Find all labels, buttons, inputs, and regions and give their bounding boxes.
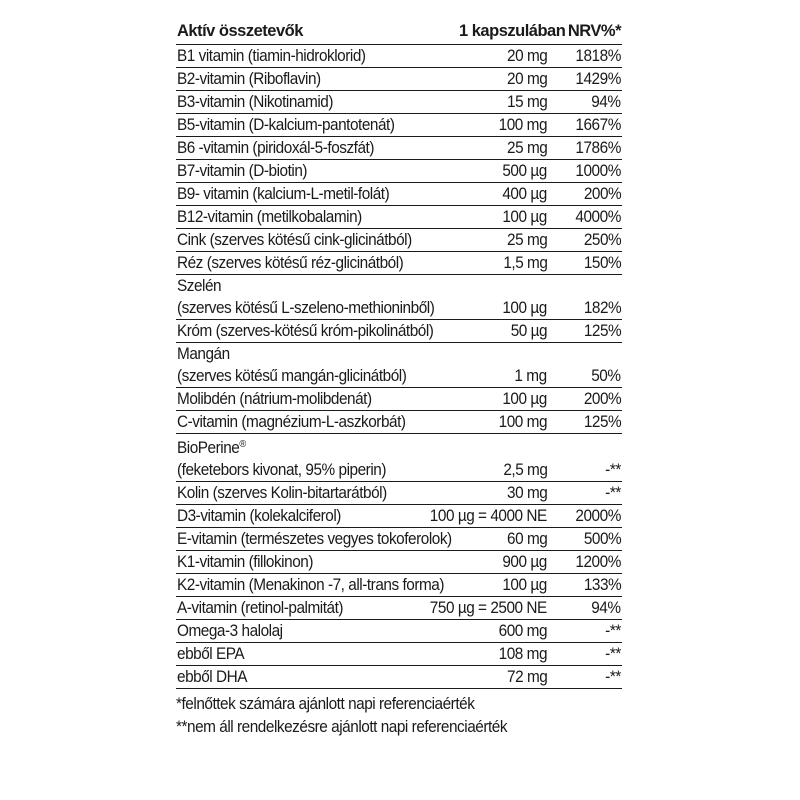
amount-cell (458, 183, 548, 206)
table-row (176, 528, 622, 551)
amount-cell (458, 459, 548, 482)
nrv-value: 182% (583, 299, 621, 317)
header-nrv: NRV%* (548, 18, 622, 45)
nrv-cell (548, 388, 622, 411)
ingredient-name (176, 297, 458, 320)
ingredient-name-text: K1-vitamin (fillokinon) (177, 553, 313, 571)
nrv-cell (548, 68, 622, 91)
ingredient-name (176, 320, 458, 343)
ingredient-name-text: B9- vitamin (kalcium-L-metil-folát) (177, 185, 390, 203)
ingredient-name (176, 45, 458, 68)
nrv-value: 200% (583, 390, 621, 408)
nrv-cell (548, 297, 622, 320)
ingredient-name (176, 275, 622, 298)
amount-value: 400 µg (502, 185, 547, 203)
nrv-value: 2000% (575, 507, 621, 525)
nrv-value: 133% (583, 576, 621, 594)
amount-value: 100 µg (502, 576, 547, 594)
nutrition-panel (176, 18, 622, 739)
ingredient-name (176, 388, 458, 411)
amount-value: 20 mg (506, 70, 547, 88)
amount-cell (458, 206, 548, 229)
nrv-value: 500% (583, 530, 621, 548)
table-row (176, 160, 622, 183)
ingredient-name-text: Cink (szerves kötésű cink-glicinátból) (177, 231, 412, 249)
amount-cell (458, 229, 548, 252)
ingredient-name (176, 574, 458, 597)
header-amount: 1 kapszulában (458, 18, 548, 45)
ingredient-name-text (177, 275, 221, 297)
amount-cell (458, 137, 548, 160)
nrv-cell (548, 183, 622, 206)
ingredient-name (176, 551, 458, 574)
ingredient-name-text: B1 vitamin (tiamin-hidroklorid) (177, 47, 366, 65)
amount-cell (458, 643, 548, 666)
amount-value: 2,5 mg (502, 461, 547, 479)
ingredient-name (176, 643, 458, 666)
table-row (176, 206, 622, 229)
table-row (176, 252, 622, 275)
amount-cell (458, 482, 548, 505)
ingredient-source: (szerves kötésű mangán-glicinátból) (177, 367, 407, 385)
ingredient-name-text: Króm (szerves-kötésű króm-pikolinátból) (177, 322, 434, 340)
table-row (176, 45, 622, 68)
amount-cell (458, 160, 548, 183)
ingredient-name (176, 482, 458, 505)
nrv-value: -** (605, 461, 621, 479)
nrv-cell (548, 137, 622, 160)
footnote-na: **nem áll rendelkezésre ajánlott napi referenciaérték (176, 718, 508, 736)
table-row-title (176, 343, 622, 366)
amount-cell (458, 252, 548, 275)
nrv-cell (548, 411, 622, 434)
amount-value: 100 mg (498, 116, 547, 134)
nrv-cell (548, 597, 622, 620)
trademark-mark: ® (239, 439, 246, 450)
nrv-value: 94% (591, 599, 621, 617)
ingredient-name (176, 252, 458, 275)
amount-value: 100 µg (502, 390, 547, 408)
ingredient-name-text: ebből DHA (177, 668, 248, 686)
table-row (176, 137, 622, 160)
ingredient-name-text (177, 343, 230, 365)
table-row (176, 505, 622, 528)
amount-cell (458, 666, 548, 689)
ingredient-name (176, 365, 458, 388)
ingredient-name (176, 137, 458, 160)
ingredient-name-text: ebből EPA (177, 645, 245, 663)
ingredient-name (176, 206, 458, 229)
nrv-cell (548, 551, 622, 574)
ingredient-name-text: Kolin (szerves Kolin-bitartarátból) (177, 484, 387, 502)
table-row-title (176, 434, 622, 460)
nrv-cell (548, 114, 622, 137)
amount-cell (458, 114, 548, 137)
ingredient-source: (szerves kötésű L-szeleno-methioninből) (177, 299, 435, 317)
nrv-value: 1667% (575, 116, 621, 134)
ingredient-name (176, 160, 458, 183)
ingredient-name (176, 505, 458, 528)
nrv-value: -** (605, 622, 621, 640)
amount-value: 100 µg (502, 299, 547, 317)
nrv-value: -** (605, 668, 621, 686)
ingredient-name (176, 666, 458, 689)
nrv-value: 125% (583, 322, 621, 340)
ingredient-name (176, 68, 458, 91)
amount-cell (458, 388, 548, 411)
table-row (176, 114, 622, 137)
amount-value: 50 µg (510, 322, 547, 340)
amount-cell (458, 297, 548, 320)
ingredient-name-label: BioPerine (177, 439, 240, 457)
amount-value: 900 µg (502, 553, 547, 571)
amount-value: 750 µg = 2500 NE (429, 599, 547, 617)
table-row (176, 297, 622, 320)
ingredient-name (176, 114, 458, 137)
nrv-value: 1786% (575, 139, 621, 157)
amount-cell (458, 528, 548, 551)
ingredient-name (176, 411, 458, 434)
amount-cell (458, 45, 548, 68)
nrv-cell (548, 229, 622, 252)
table-row (176, 411, 622, 434)
table-row (176, 574, 622, 597)
ingredient-name-text: Molibdén (nátrium-molibdenát) (177, 390, 372, 408)
ingredient-name-text: D3-vitamin (kolekalciferol) (177, 507, 341, 525)
amount-value: 72 mg (506, 668, 547, 686)
nrv-value: 125% (583, 413, 621, 431)
ingredient-name (176, 459, 458, 482)
ingredient-source: (feketebors kivonat, 95% piperin) (177, 461, 386, 479)
table-row (176, 459, 622, 482)
amount-value: 1,5 mg (502, 254, 547, 272)
table-row (176, 365, 622, 388)
ingredient-name-text: E-vitamin (természetes vegyes tokoferolok) (177, 530, 452, 548)
nrv-cell (548, 160, 622, 183)
ingredient-name (176, 229, 458, 252)
nrv-value: -** (605, 645, 621, 663)
ingredient-name-label: Mangán (177, 345, 230, 363)
amount-cell (458, 365, 548, 388)
amount-cell (458, 411, 548, 434)
table-header-row (176, 18, 622, 45)
nrv-cell (548, 482, 622, 505)
nrv-cell (548, 505, 622, 528)
nrv-cell (548, 91, 622, 114)
ingredient-name-text: Omega-3 halolaj (177, 622, 283, 640)
table-row (176, 388, 622, 411)
amount-cell (429, 597, 548, 620)
ingredient-name (176, 91, 458, 114)
nrv-cell (548, 574, 622, 597)
ingredient-name-text: B7-vitamin (D-biotin) (177, 162, 308, 180)
nrv-value: 1200% (575, 553, 621, 571)
nrv-value: 1818% (575, 47, 621, 65)
nrv-value: 1000% (575, 162, 621, 180)
amount-value: 25 mg (506, 139, 547, 157)
table-row (176, 68, 622, 91)
table-row (176, 597, 622, 620)
amount-value: 500 µg (502, 162, 547, 180)
nrv-value: 4000% (575, 208, 621, 226)
table-row (176, 320, 622, 343)
table-row (176, 91, 622, 114)
nrv-cell (548, 459, 622, 482)
nrv-cell (548, 620, 622, 643)
table-row (176, 666, 622, 689)
amount-cell (429, 505, 548, 528)
ingredient-name (176, 343, 622, 366)
amount-cell (458, 574, 548, 597)
nrv-cell (548, 365, 622, 388)
ingredient-name-text: B6 -vitamin (piridoxál-5-foszfát) (177, 139, 375, 157)
amount-cell (458, 551, 548, 574)
amount-value: 20 mg (506, 47, 547, 65)
amount-value: 30 mg (506, 484, 547, 502)
ingredient-name (176, 620, 458, 643)
amount-value: 600 mg (498, 622, 547, 640)
nrv-value: -** (605, 484, 621, 502)
ingredient-name-text: B2-vitamin (Riboflavin) (177, 70, 321, 88)
nrv-value: 250% (583, 231, 621, 249)
nrv-cell (548, 45, 622, 68)
ingredients-table (176, 18, 622, 689)
nrv-cell (548, 643, 622, 666)
ingredient-name (176, 597, 458, 620)
amount-value: 15 mg (506, 93, 547, 111)
nrv-cell (548, 252, 622, 275)
nrv-value: 150% (583, 254, 621, 272)
nrv-value: 50% (591, 367, 621, 385)
amount-value: 100 µg (502, 208, 547, 226)
table-row-title (176, 275, 622, 298)
amount-cell (458, 68, 548, 91)
nrv-cell (548, 206, 622, 229)
ingredient-name (176, 183, 458, 206)
amount-value: 25 mg (506, 231, 547, 249)
amount-value: 108 mg (498, 645, 547, 663)
ingredient-name-text (177, 434, 246, 459)
ingredient-name-text: K2-vitamin (Menakinon -7, all-trans forma) (177, 576, 445, 594)
footnotes (176, 693, 622, 739)
amount-value: 1 mg (514, 367, 547, 385)
table-body (176, 45, 622, 689)
ingredient-name-label: Szelén (177, 277, 222, 295)
nrv-cell (548, 666, 622, 689)
ingredient-name-text: Réz (szerves kötésű réz-glicinátból) (177, 254, 404, 272)
ingredient-name (176, 434, 622, 460)
table-row (176, 551, 622, 574)
table-row (176, 620, 622, 643)
ingredient-name-text: B12-vitamin (metilkobalamin) (177, 208, 362, 226)
amount-value: 60 mg (506, 530, 547, 548)
header-ingredient: Aktív összetevők (176, 18, 458, 45)
ingredient-name-text: B5-vitamin (D-kalcium-pantotenát) (177, 116, 395, 134)
amount-value: 100 µg = 4000 NE (429, 507, 547, 525)
nrv-value: 200% (583, 185, 621, 203)
table-row (176, 643, 622, 666)
ingredient-name (176, 528, 458, 551)
nrv-value: 94% (591, 93, 621, 111)
ingredient-name-text: A-vitamin (retinol-palmitát) (177, 599, 344, 617)
footnote-nrv: *felnőttek számára ajánlott napi referenciaérték (176, 695, 475, 713)
amount-cell (458, 620, 548, 643)
table-row (176, 482, 622, 505)
ingredient-name-text: C-vitamin (magnézium-L-aszkorbát) (177, 413, 406, 431)
amount-value: 100 mg (498, 413, 547, 431)
nrv-cell (548, 528, 622, 551)
nrv-cell (548, 320, 622, 343)
ingredient-name-text: B3-vitamin (Nikotinamid) (177, 93, 333, 111)
amount-cell (458, 91, 548, 114)
nrv-value: 1429% (575, 70, 621, 88)
amount-cell (458, 320, 548, 343)
table-row (176, 183, 622, 206)
table-row (176, 229, 622, 252)
